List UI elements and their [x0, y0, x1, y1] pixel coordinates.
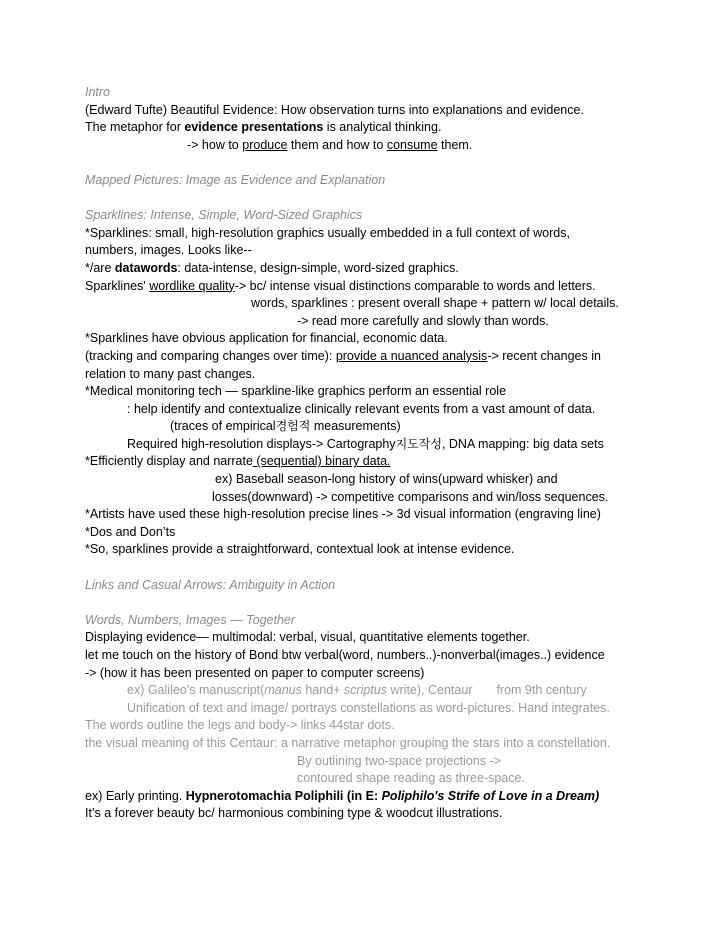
text-line: *Dos and Don’ts: [85, 524, 176, 539]
text-line: *Efficiently display and narrate (sequential) binary data.: [85, 454, 391, 469]
text-line: losses(downward) -> competitive comparisons and win/loss sequences.: [212, 489, 609, 504]
text-line: */are datawords: data-intense, design-simple, word-sized graphics.: [85, 260, 459, 275]
text-line: *So, sparklines provide a straightforward, contextual look at intense evidence.: [85, 542, 515, 557]
text-line: the visual meaning of this Centaur: a narrative metaphor grouping the stars into a constellation.: [85, 735, 611, 750]
document-page: [85, 84, 685, 823]
text-line: *Artists have used these high-resolution precise lines -> 3d visual information (engraving line): [85, 507, 601, 522]
text-line: (Edward Tufte) Beautiful Evidence: How observation turns into explanations and evidence.: [85, 102, 584, 117]
text-line: relation to many past changes.: [85, 366, 256, 381]
text-line: contoured shape reading as three-space.: [297, 771, 525, 786]
section-heading-mapped-pictures: Mapped Pictures: Image as Evidence and Explanation: [85, 172, 386, 187]
text-line: numbers, images. Looks like--: [85, 243, 252, 258]
text-line: let me touch on the history of Bond btw verbal(word, numbers..)-nonverbal(images..) evidence: [85, 648, 605, 662]
section-heading-sparklines: Sparklines: Intense, Simple, Word-Sized Graphics: [85, 208, 363, 223]
text-line: ex) Galileo’s manuscript(manus hand+ scriptus write), Centaur from 9th century: [127, 683, 587, 698]
text-line: -> (how it has been presented on paper to computer screens): [85, 665, 425, 680]
text-line: Displaying evidence— multimodal: verbal, visual, quantitative elements together.: [85, 630, 530, 645]
text-line: (tracking and comparing changes over time): provide a nuanced analysis-> recent changes in: [85, 348, 601, 363]
text-line: The words outline the legs and body-> links 44star dots.: [85, 718, 395, 733]
text-line: words, sparklines : present overall shape + pattern w/ local details.: [251, 296, 619, 311]
section-heading-words-numbers-images: Words, Numbers, Images — Together: [85, 612, 296, 627]
text-line: It’s a forever beauty bc/ harmonious combining type & woodcut illustrations.: [85, 806, 503, 821]
section-heading-links-arrows: Links and Casual Arrows: Ambiguity in Action: [85, 577, 336, 592]
text-line: The metaphor for evidence presentations is analytical thinking.: [85, 120, 442, 135]
text-line: -> how to produce them and how to consume them.: [187, 137, 473, 152]
text-line: : help identify and contextualize clinically relevant events from a vast amount of data.: [127, 401, 596, 416]
text-line: Unification of text and image/ portrays constellations as word-pictures. Hand integrates.: [127, 700, 610, 715]
text-line: Required high-resolution displays-> Cartography지도작성, DNA mapping: big data sets: [127, 436, 604, 451]
text-line: Sparklines' wordlike quality-> bc/ intense visual distinctions comparable to words and letters.: [85, 278, 596, 293]
text-line: *Medical monitoring tech — sparkline-like graphics perform an essential role: [85, 384, 507, 399]
text-line: ex) Baseball season-long history of wins(upward whisker) and: [215, 472, 558, 487]
text-line: *Sparklines have obvious application for financial, economic data.: [85, 331, 448, 346]
text-line: By outlining two-space projections ->: [297, 753, 501, 768]
text-line: (traces of empirical경험적 measurements): [170, 419, 401, 434]
text-line: ex) Early printing. Hypnerotomachia Poliphili (in E: Poliphilo's Strife of Love in a Dream): [85, 788, 600, 803]
text-line: -> read more carefully and slowly than words.: [297, 313, 549, 328]
text-line: *Sparklines: small, high-resolution graphics usually embedded in a full context of words,: [85, 225, 570, 240]
section-heading-intro: Intro: [85, 85, 111, 99]
